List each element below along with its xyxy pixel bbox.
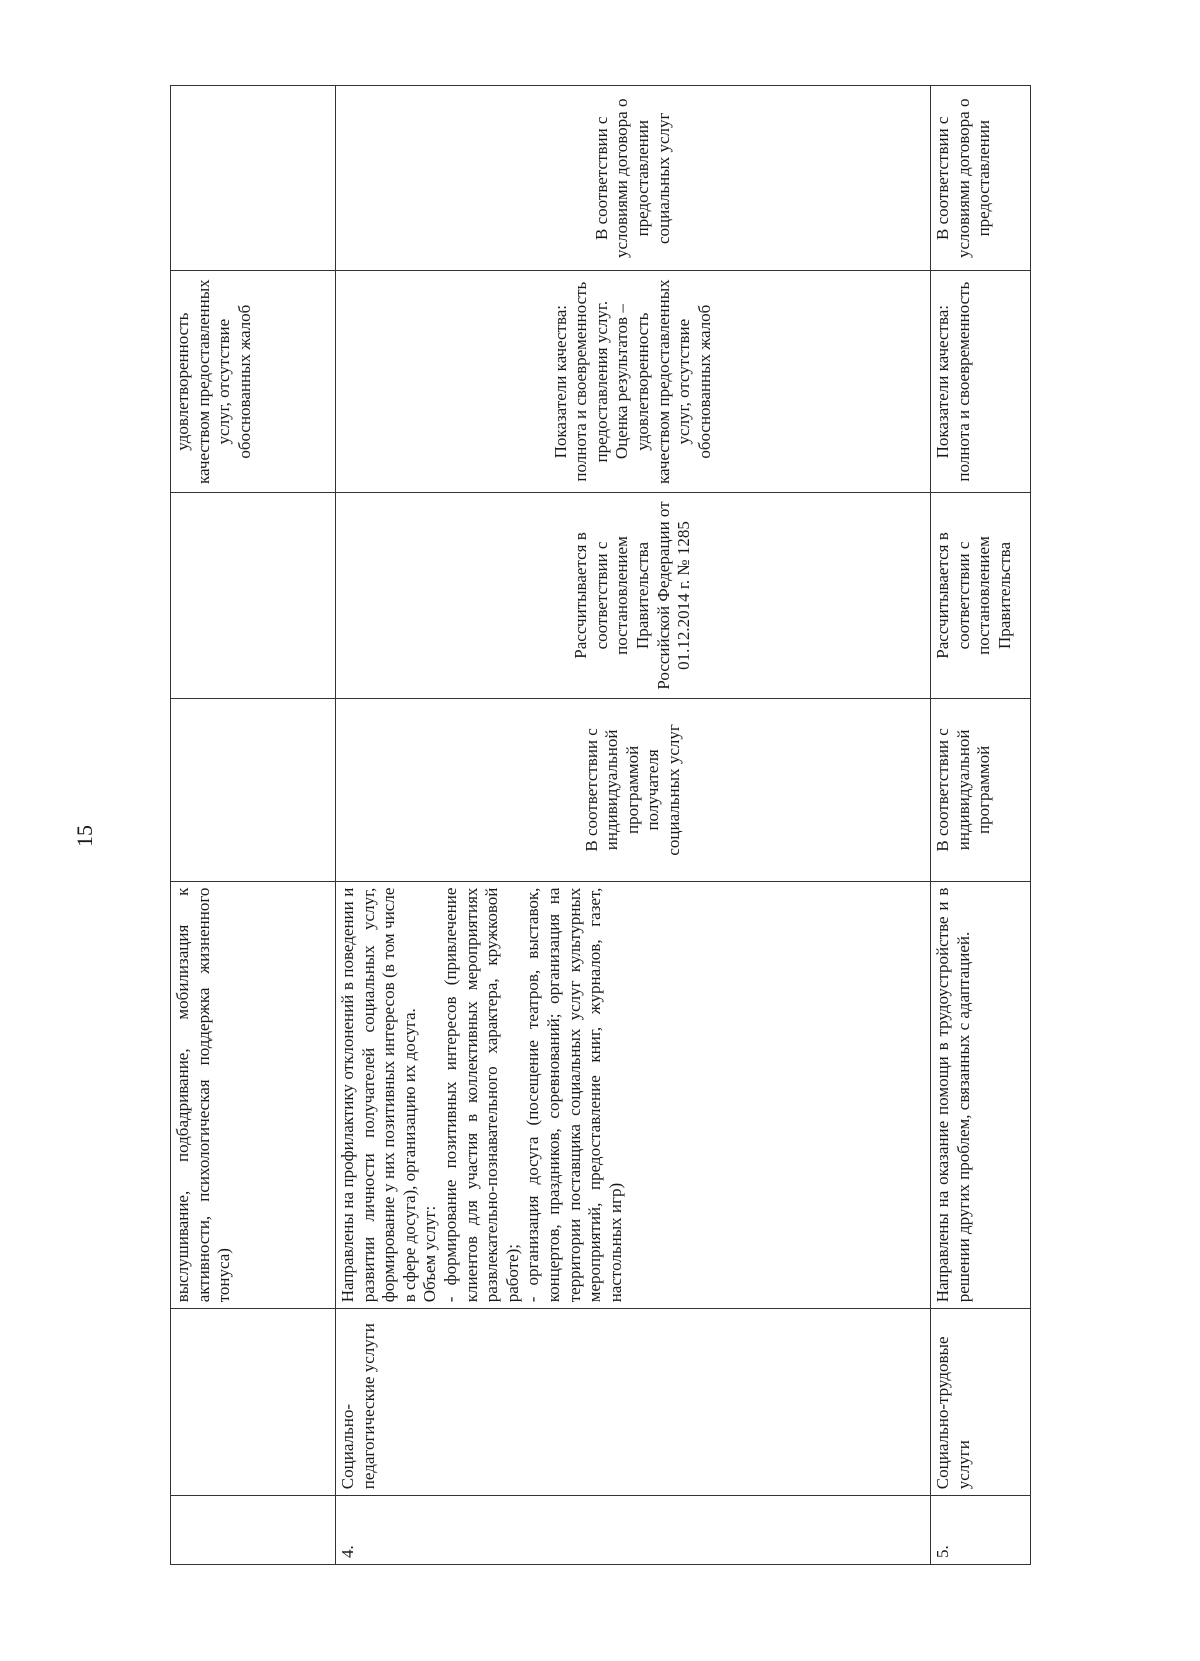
table-row-continuation bbox=[171, 86, 336, 1565]
cell-num: 4. bbox=[336, 1496, 931, 1565]
cell-description: Направлены на профилактику отклонений в поведении и развитии личности получателей социальных услуг, формирование у них позитивных интересов (в том числе в сфере досуга), организацию их досуга. Объем услуг: - формирование позитивных интересов (привлечение клиентов для участия в коллективных мероприятиях развлекательно-познавательного характера, кружковой работе); - организация досуга (посещение театров, выставок, концертов, праздников, соревнований; организация на территории поставщика социальных услуг культурных мероприятий, предоставление книг, журналов, газет, настольных игр) bbox=[336, 881, 931, 1309]
cell-description: выслушивание, подбадривание, мобилизация к активности, психологическая поддержка жизненного тонуса) bbox=[171, 881, 336, 1309]
cell-conditions: В соответствии с условиями договора о предоставлении социальных услуг bbox=[336, 86, 931, 272]
cell-quality: Показатели качества: полнота и своевременность предоставления услуг. Оценка результатов – удовлетворенность качеством предоставленных услуг, отсутствие обоснованных жалоб bbox=[336, 271, 931, 492]
cell-price: Рассчитывается в соответствии с постановлением Правительства Российской Федерации от 01.12.2014 г. № 1285 bbox=[336, 492, 931, 698]
cell-conditions bbox=[171, 86, 336, 272]
cell-price: Рассчитывается в соответствии с постановлением Правительства bbox=[931, 492, 1031, 698]
cell-volume: В соответствии с индивидуальной программой bbox=[931, 699, 1031, 881]
table-row bbox=[336, 86, 931, 1565]
cell-description: Направлены на оказание помощи в трудоустройстве и в решении других проблем, связанных с адаптацией. bbox=[931, 881, 1031, 1309]
cell-volume bbox=[171, 699, 336, 881]
cell-quality: удовлетворенность качеством предоставленных услуг, отсутствие обоснованных жалоб bbox=[171, 271, 336, 492]
cell-num: 5. bbox=[931, 1496, 1031, 1565]
table-row bbox=[931, 86, 1031, 1565]
services-table bbox=[170, 85, 1031, 1565]
cell-volume: В соответствии с индивидуальной программой получателя социальных услуг bbox=[336, 699, 931, 881]
cell-name bbox=[171, 1309, 336, 1496]
cell-num bbox=[171, 1496, 336, 1565]
cell-conditions: В соответствии с условиями договора о предоставлении bbox=[931, 86, 1031, 272]
cell-price bbox=[171, 492, 336, 698]
cell-quality: Показатели качества: полнота и своевременность bbox=[931, 271, 1031, 492]
page-number: 15 bbox=[72, 825, 97, 847]
rotated-table-wrapper bbox=[170, 85, 1050, 1565]
cell-name: Социально-трудовые услуги bbox=[931, 1309, 1031, 1496]
cell-name: Социально-педагогические услуги bbox=[336, 1309, 931, 1496]
